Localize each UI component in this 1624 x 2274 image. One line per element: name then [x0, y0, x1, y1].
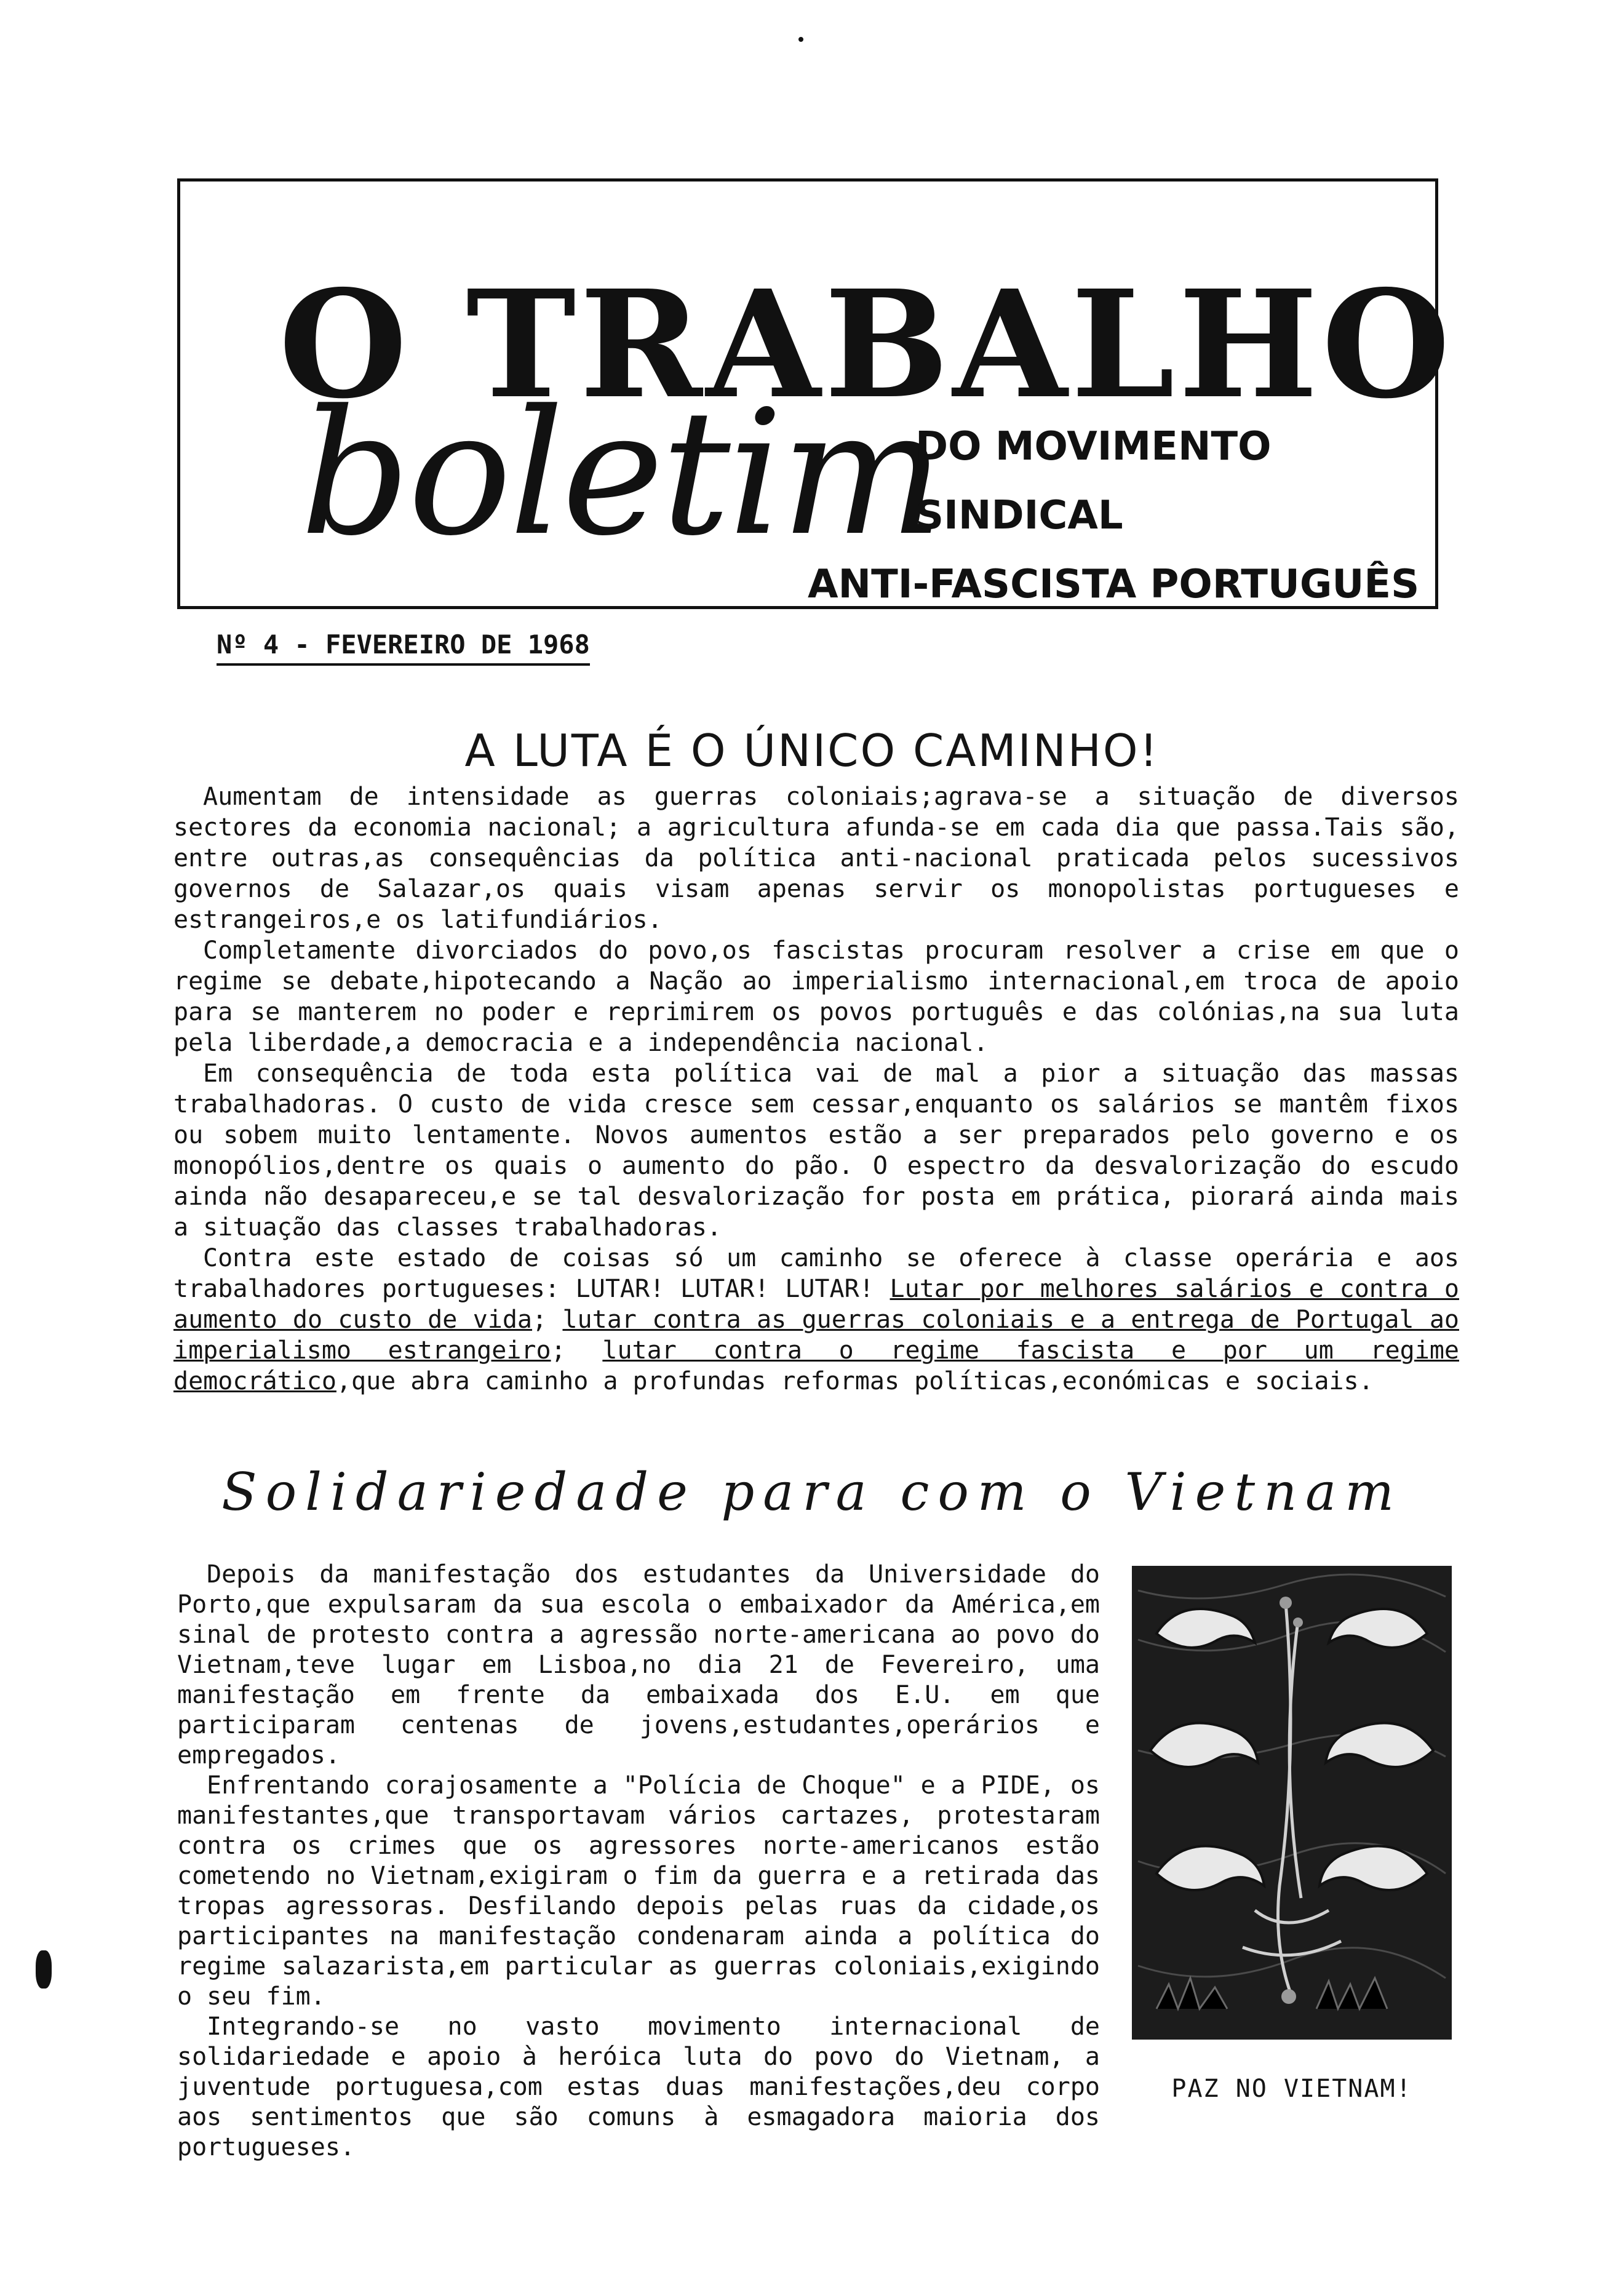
ink-blot — [36, 1950, 52, 1989]
article1-paragraph: Aumentam de intensidade as guerras coloniais;agrava-se a situação de diversos sectores da economia nacional; a agricultura afunda-se em cada dia que passa.Tais são, entre outras,as consequências da política anti-nacional praticada pelos sucessivos governos de Salazar,os quais visam apenas servir os monopolistas portugueses e estrangeiros,e os latifundiários. — [173, 783, 1459, 934]
call-intro: Contra este estado de coisas só um caminho se oferece à classe operária e aos trabalhadores portugueses: LUTAR! LUTAR! LUTAR! — [173, 1244, 1459, 1303]
article2-paragraph: Depois da manifestação dos estudantes da Universidade do Porto,que expulsaram da sua escola o embaixador da América,em sinal de protesto contra a agressão norte-americana ao povo do Vietnam,teve lugar em Lisboa,no dia 21 de Fevereiro, uma manifestação em frente da embaixada dos E.U. em que participaram centenas de jovens,estudantes,operários e empregados. — [177, 1560, 1100, 1769]
ink-speck — [798, 37, 803, 42]
call-separator: ; — [551, 1336, 603, 1365]
article1-headline: A LUTA É O ÚNICO CAMINHO! — [464, 725, 1160, 776]
call-demand-wages: Lutar por melhores salários e contra o aumento do custo de vida — [173, 1275, 1459, 1334]
illustration-caption: PAZ NO VIETNAM! — [1171, 2075, 1412, 2103]
article1-body — [173, 781, 1459, 1397]
call-demand-regime: lutar contra o regime fascista e por um regime democrático — [173, 1336, 1459, 1395]
article1-paragraph: Em consequência de toda esta política vai de mal a pior a situação das massas trabalhadoras. O custo de vida cresce sem cessar,enquanto os salários se mantêm fixos ou sobem muito lentamente. Novos aumentos estão a ser preparados pelo governo e os monopólios,dentre os quais o aumento do pão. O espectro da desvalorização do escudo ainda não desapareceu,e se tal desvalorização for posta em prática, piorará ainda mais a situação das classes trabalhadoras. — [173, 1059, 1459, 1242]
dove-woodcut-icon — [1132, 1566, 1452, 2040]
article2-paragraph: Enfrentando corajosamente a "Polícia de Choque" e a PIDE, os manifestantes,que transportavam vários cartazes, protestaram contra os crimes que os agressores norte-americanos estão cometendo no Vietnam,exigiram o fim da guerra e a retirada das tropas agressoras. Desfilando depois pelas ruas da cidade,os participantes na manifestação condenaram ainda a política do regime salazarista,em particular as guerras coloniais,exigindo o seu fim. — [177, 1771, 1100, 2011]
article1-paragraph: Completamente divorciados do povo,os fascistas procuram resolver a crise em que o regime se debate,hipotecando a Nação ao imperialismo internacional,em troca de apoio para se manterem no poder e reprimirem os povos português e das colónias,na sua luta pela liberdade,a democracia e a independência nacional. — [173, 936, 1459, 1057]
call-ending: ,que abra caminho a profundas reformas políticas,económicas e sociais. — [336, 1367, 1374, 1395]
article2-paragraph: Integrando-se no vasto movimento internacional de solidariedade e apoio à heróica luta do povo do Vietnam, a juventude portuguesa,com estas duas manifestações,deu corpo aos sentimentos que são comuns à esmagadora maioria dos portugueses. — [177, 2013, 1100, 2161]
masthead-script-word: boletim — [300, 373, 942, 574]
masthead-subtitle-line1: DO MOVIMENTO SINDICAL — [915, 424, 1272, 538]
masthead-subtitle — [808, 412, 1423, 619]
article1-paragraph-call — [173, 1243, 1459, 1397]
call-demand-colonial-wars: lutar contra as guerras coloniais e a entrega de Portugal ao imperialismo estrangeiro — [173, 1306, 1460, 1365]
issue-line: Nº 4 - FEVEREIRO DE 1968 — [217, 626, 590, 666]
masthead-subtitle-line2: ANTI-FASCISTA PORTUGUÊS — [808, 562, 1420, 607]
masthead-box — [177, 178, 1454, 609]
call-separator: ; — [532, 1306, 563, 1334]
article2-headline: Solidariedade para com o Vietnam — [221, 1462, 1403, 1522]
article2-body — [177, 1560, 1100, 2163]
masthead-title: O TRABALHO — [279, 258, 1454, 431]
